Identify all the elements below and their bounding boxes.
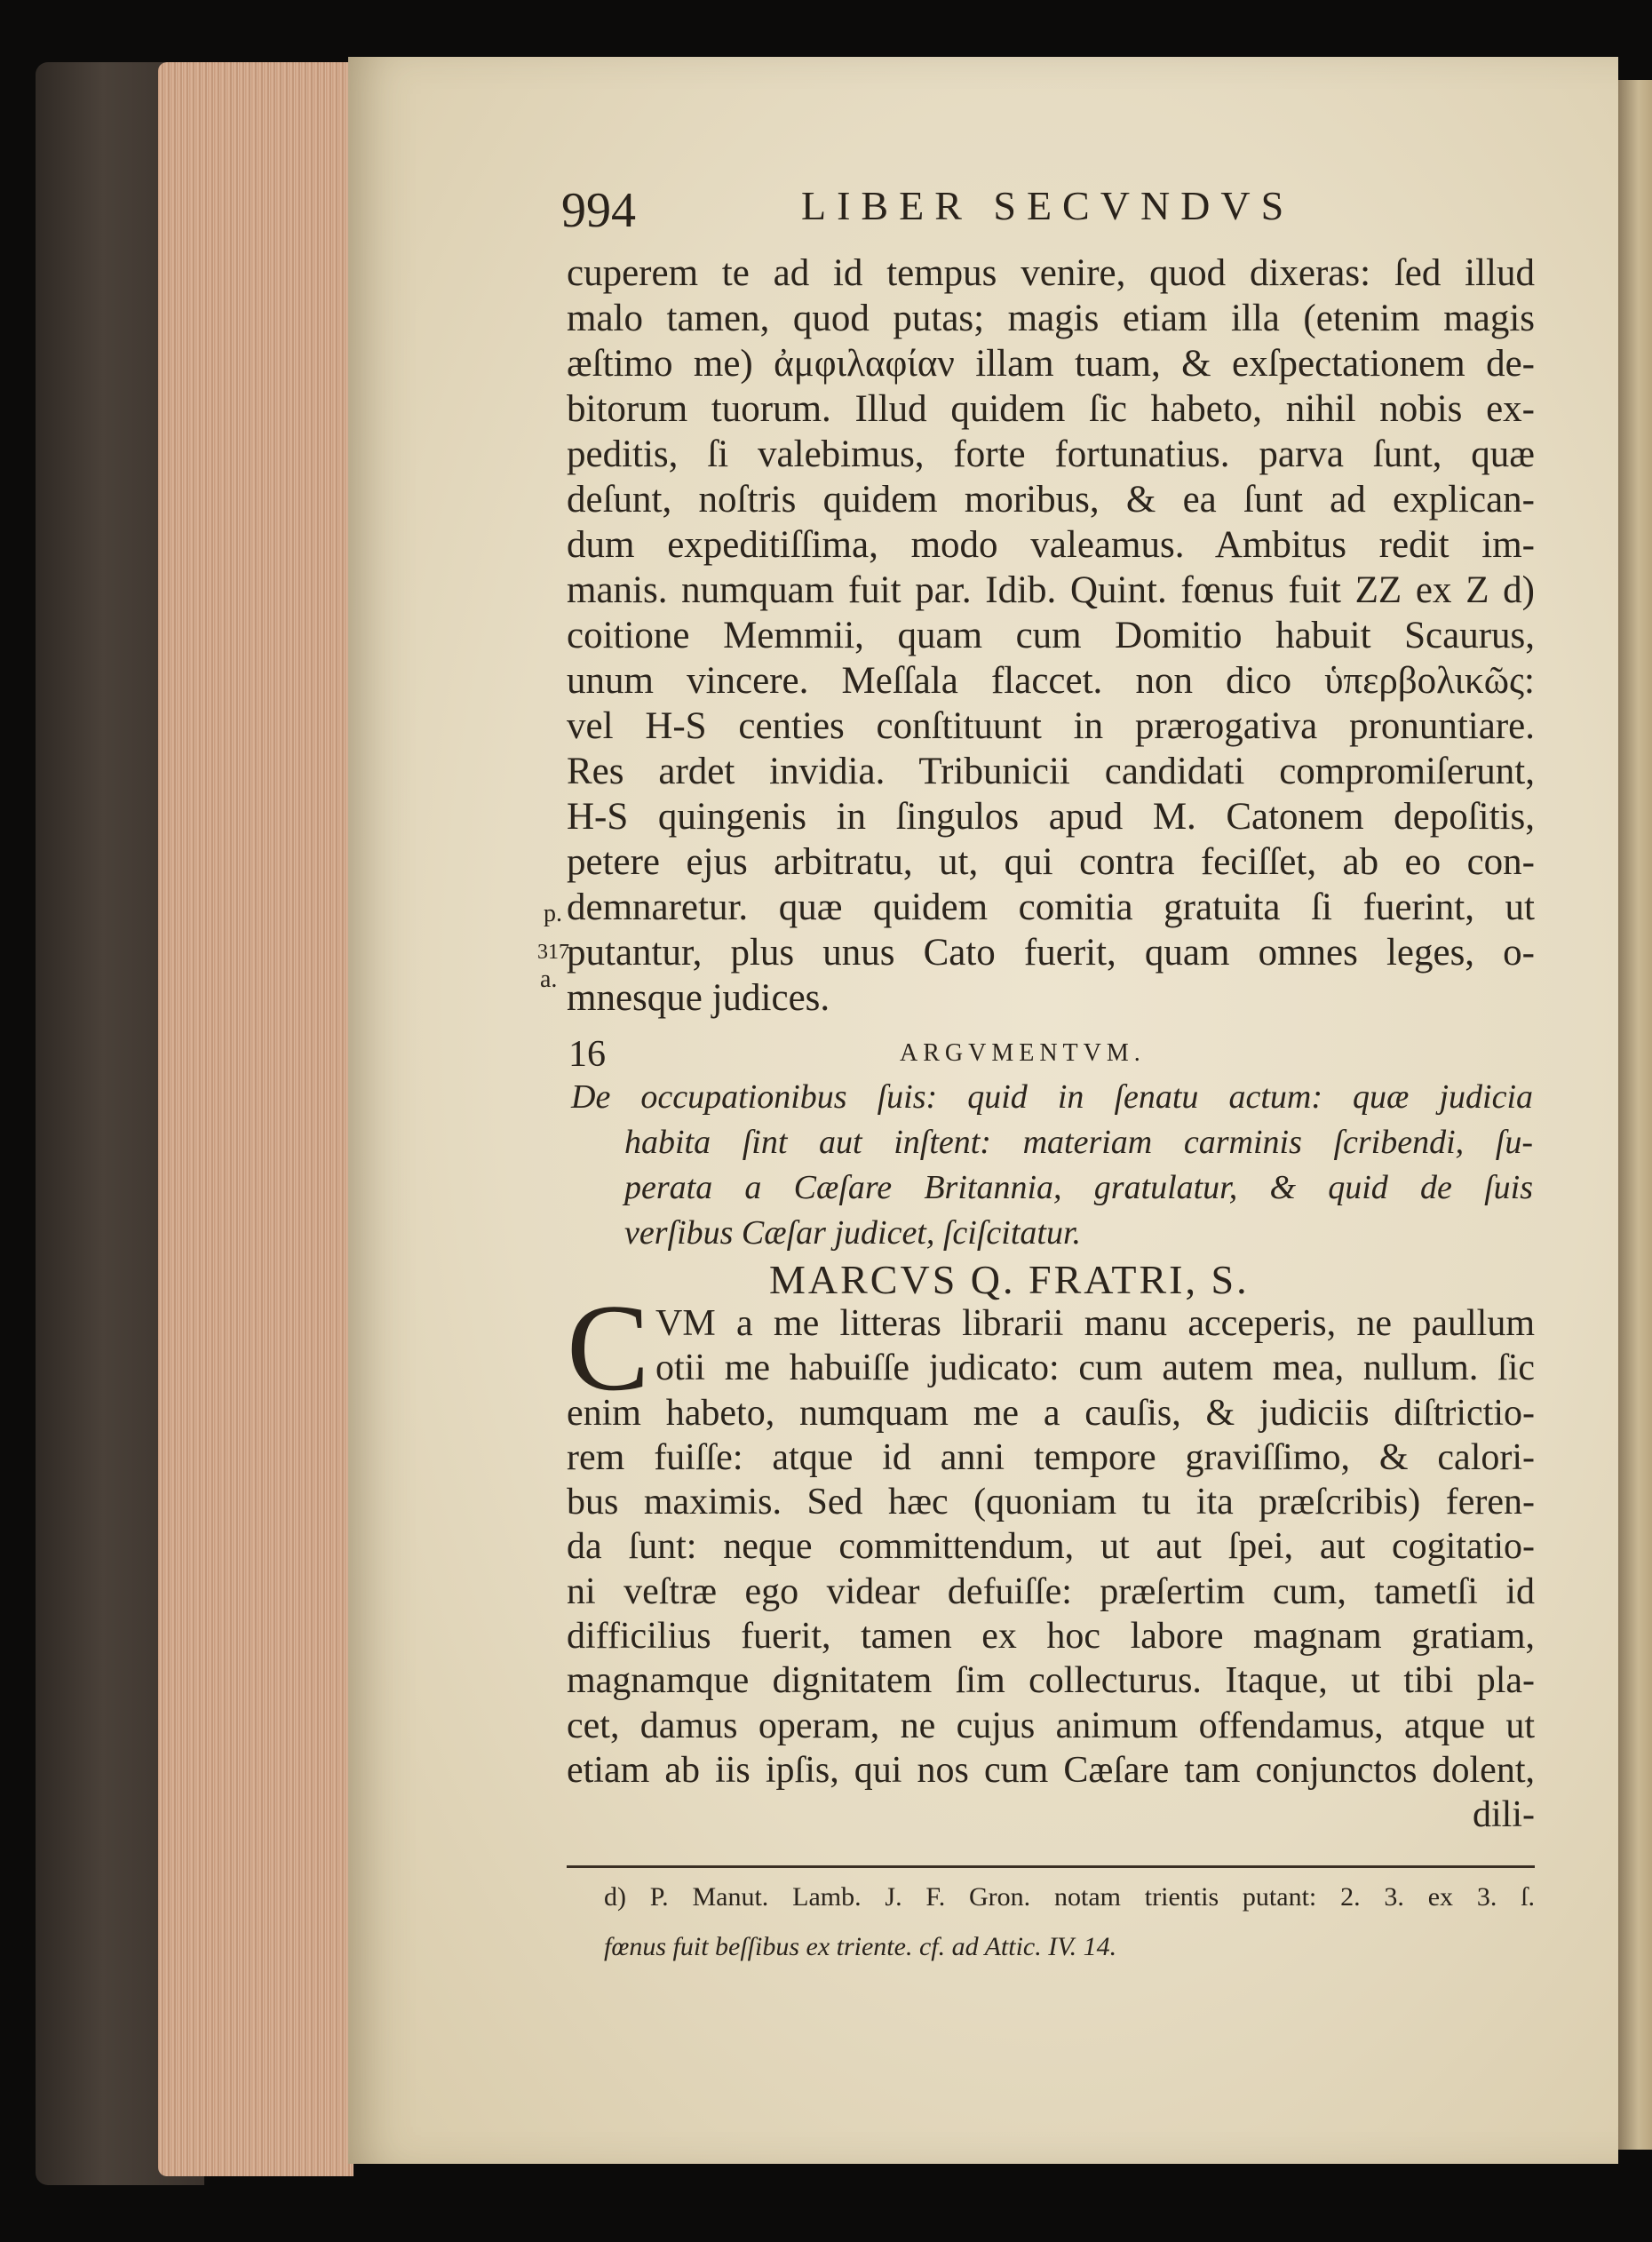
- text-line: putantur, plus unus Cato fuerit, quam omnes leges, o-: [567, 932, 1535, 974]
- drop-cap: C: [567, 1279, 650, 1417]
- text-line: malo tamen, quod putas; magis etiam illa (etenim magis: [567, 298, 1535, 339]
- salutation: MARCVS Q. FRATRI, S.: [769, 1257, 1250, 1302]
- text-line: unum vincere. Meſſala flaccet. non dico ὑπερβολικῶς:: [567, 660, 1535, 702]
- running-title: LIBER SECVNDVS: [801, 183, 1295, 228]
- margin-note-a: a.: [540, 966, 558, 993]
- text-line: mnesque judices.: [567, 977, 830, 1019]
- body-line: enim habeto, numquam me a cauſis, & judiciis diſtrictio-: [567, 1392, 1535, 1434]
- body-line: cet, damus operam, ne cujus animum offendamus, atque ut: [567, 1705, 1535, 1746]
- body-line: da ſunt: neque committendum, ut aut ſpei, aut cogitatio-: [567, 1526, 1535, 1568]
- text-line: vel H-S centies conſtituunt in prærogativa pronuntiare.: [567, 705, 1535, 747]
- footnote-line: d) P. Manut. Lamb. J. F. Gron. notam trientis putant: 2. 3. ex 3. ſ.: [604, 1882, 1535, 1912]
- page-edges: [158, 62, 353, 2176]
- text-line: petere ejus arbitratu, ut, qui contra feciſſet, ab eo con-: [567, 841, 1535, 883]
- running-header: [561, 182, 1556, 238]
- argument-line: perata a Cæſare Britannia, gratulatur, & quid de ſuis: [624, 1169, 1533, 1206]
- argument-line: De occupationibus ſuis: quid in ſenatu actum: quæ judicia: [571, 1078, 1533, 1116]
- margin-note-p: p.: [544, 900, 562, 927]
- argument-line: verſibus Cæſar judicet, ſciſcitatur.: [624, 1214, 1082, 1252]
- text-line: dum expeditiſſima, modo valeamus. Ambitus redit im-: [567, 524, 1535, 566]
- footnote-line: fœnus fuit beſſibus ex triente. cf. ad Attic. IV. 14.: [604, 1932, 1117, 1961]
- body-line: ni veſtræ ego videar defuiſſe: præſertim cum, tametſi id: [567, 1570, 1535, 1612]
- argument-heading: ARGVMENTVM.: [900, 1039, 1146, 1067]
- body-line: etiam ab iis ipſis, qui nos cum Cæſare tam conjunctos dolent,: [567, 1749, 1535, 1791]
- margin-note-page: 317: [537, 941, 569, 964]
- footnote-rule: [567, 1865, 1535, 1868]
- page-number: 994: [561, 183, 636, 238]
- text-line: peditis, ſi valebimus, forte fortunatius. parva ſunt, quæ: [567, 433, 1535, 475]
- catchword: dili-: [1473, 1794, 1535, 1836]
- text-line: deſunt, noſtris quidem moribus, & ea ſunt ad explican-: [567, 479, 1535, 521]
- letter-number: 16: [568, 1034, 606, 1075]
- text-line: H-S quingenis in ſingulos apud M. Catonem depoſitis,: [567, 796, 1535, 838]
- text-line: Res ardet invidia. Tribunicii candidati compromiſerunt,: [567, 751, 1535, 792]
- text-line: manis. numquam fuit par. Idib. Quint. fœnus fuit ZZ ex Z d): [567, 569, 1535, 611]
- body-line: otii me habuiſſe judicato: cum autem mea, nullum. ſic: [655, 1348, 1535, 1389]
- body-line: magnamque dignitatem ſim collecturus. Itaque, ut tibi pla-: [567, 1660, 1535, 1702]
- argument-line: habita ſint aut inſtent: materiam carminis ſcribendi, ſu-: [624, 1124, 1533, 1161]
- text-line: bitorum tuorum. Illud quidem ſic habeto, nihil nobis ex-: [567, 388, 1535, 430]
- footnotes: [604, 1872, 1535, 1972]
- text-line: coitione Memmii, quam cum Domitio habuit Scaurus,: [567, 615, 1535, 656]
- body-line: difficilius fuerit, tamen ex hoc labore magnam gratiam,: [567, 1616, 1535, 1658]
- letter-continuation-text: [567, 250, 1535, 1021]
- text-line: demnaretur. quæ quidem comitia gratuita ſi fuerint, ut: [567, 886, 1535, 928]
- text-line: æſtimo me) ἀμφιλαφίαν illam tuam, & exſpectationem de-: [567, 343, 1535, 385]
- body-line: rem fuiſſe: atque id anni tempore graviſſimo, & calori-: [567, 1436, 1535, 1478]
- body-line: bus maximis. Sed hæc (quoniam tu ita præſcribis) feren-: [567, 1482, 1535, 1523]
- argument-summary: [571, 1075, 1533, 1256]
- text-line: cuperem te ad id tempus venire, quod dixeras: ſed illud: [567, 252, 1535, 294]
- facing-page-edge: [1618, 80, 1652, 2150]
- body-line: VM a me litteras librarii manu acceperis, ne paullum: [655, 1303, 1535, 1344]
